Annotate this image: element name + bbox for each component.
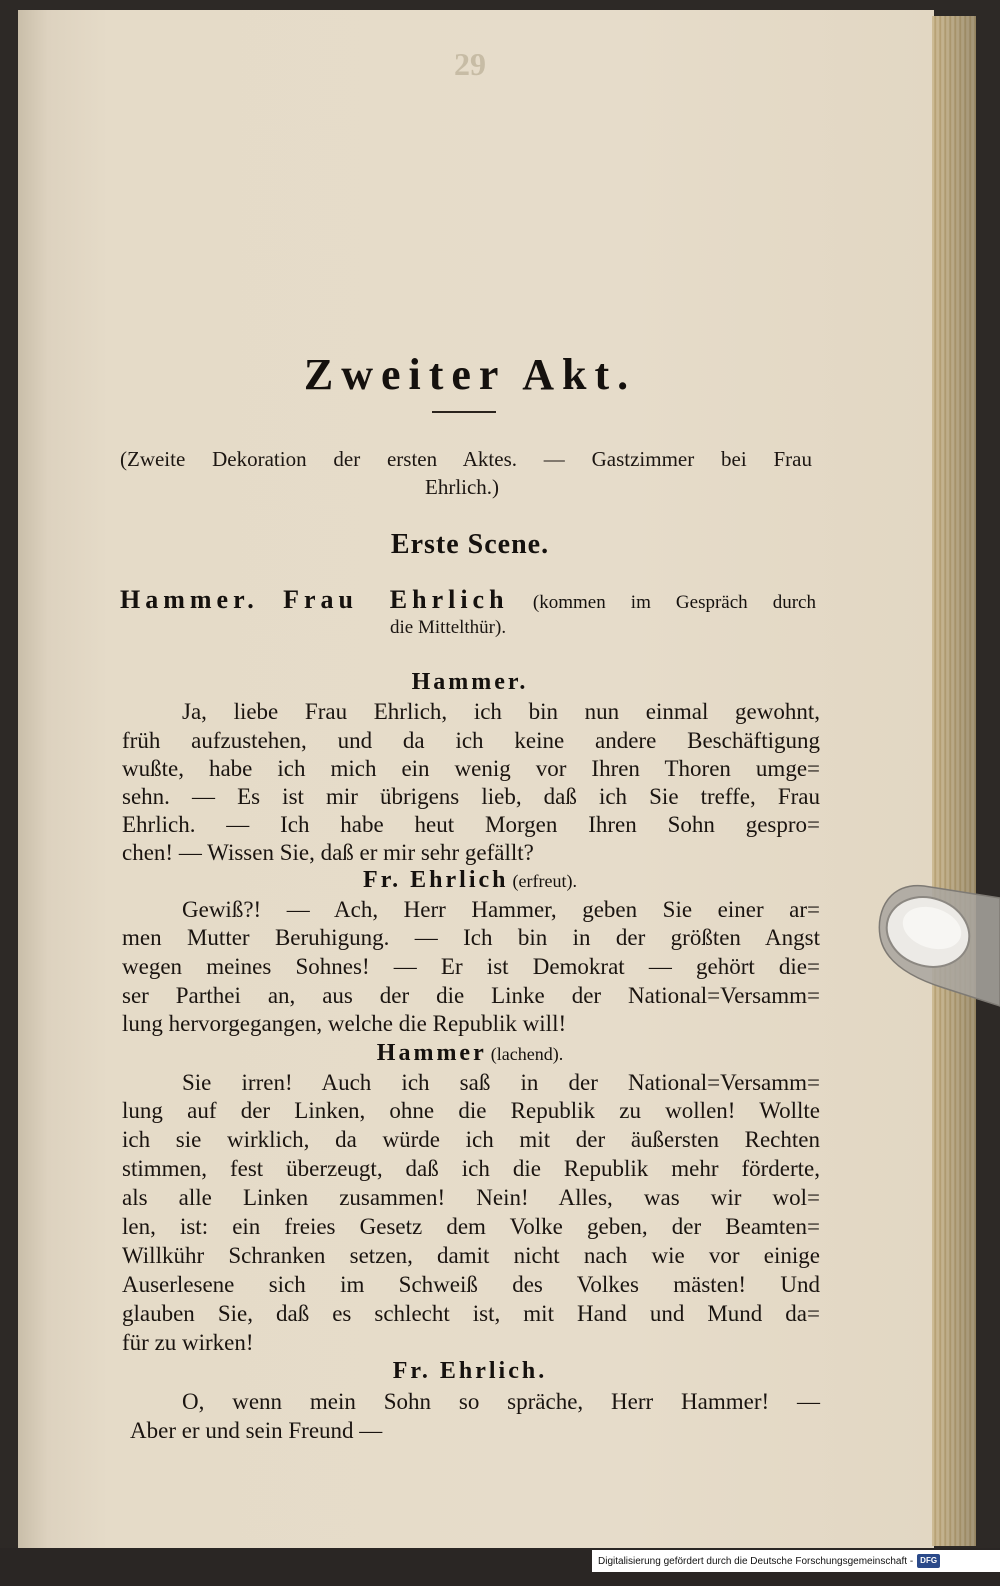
text-line: Aber er und sein Freund — <box>130 1418 383 1443</box>
character-name: Hammer. <box>120 585 259 614</box>
text-line: wegen meines Sohnes! — Er ist Demokrat — gehört die= <box>122 954 820 979</box>
text-line: Gewiß?! — Ach, Herr Hammer, geben Sie einer ar= <box>182 897 820 922</box>
digitization-credit <box>592 1550 1000 1572</box>
character-direction: die Mittelthür). <box>390 617 507 638</box>
stage-direction-line: Ehrlich.) <box>425 475 500 499</box>
character-direction: (kommen im Gespräch durch <box>532 592 816 613</box>
speaker-heading <box>120 668 820 696</box>
title-divider <box>432 411 496 413</box>
page-clip <box>872 880 1000 1010</box>
text-line: lung hervorgegangen, welche die Republik will! <box>122 1011 567 1036</box>
scene-title: Erste Scene. <box>390 529 550 560</box>
speaker-name: Fr. Ehrlich. <box>392 1358 548 1384</box>
text-line: men Mutter Beruhigung. — Ich bin in der größten Angst <box>122 925 820 950</box>
page-number: 29 <box>454 46 486 82</box>
text-line: O, wenn mein Sohn so spräche, Herr Hammer! — <box>182 1389 820 1414</box>
credit-text: Digitalisierung gefördert durch die Deutsche Forschungsgemeinschaft - <box>598 1555 914 1567</box>
text-line: ser Parthei an, aus der die Linke der National=Versamm= <box>122 983 820 1008</box>
text-line: Willkühr Schranken setzen, damit nicht nach wie vor einige <box>122 1243 820 1268</box>
text-line: sehn. — Es ist mir übrigens lieb, daß ich Sie treffe, Frau <box>122 784 820 809</box>
scene-characters <box>120 584 816 616</box>
character-name: Frau Ehrlich <box>283 585 509 614</box>
page-edges <box>932 16 976 1546</box>
text-line: chen! — Wissen Sie, daß er mir sehr gefällt? <box>122 840 534 865</box>
speaker-name: Fr. Ehrlich <box>363 867 509 893</box>
speaker-direction: (lachend). <box>490 1044 564 1064</box>
stage-direction-line: (Zweite Dekoration der ersten Aktes. — Gastzimmer bei Frau <box>120 447 812 471</box>
text-line: als alle Linken zusammen! Nein! Alles, was wir wol= <box>122 1185 820 1210</box>
speaker-heading <box>120 866 820 894</box>
text-line: Ja, liebe Frau Ehrlich, ich bin nun einmal gewohnt, <box>182 699 820 724</box>
text-line: len, ist: ein freies Gesetz dem Volke geben, der Beamten= <box>122 1214 820 1239</box>
text-line: lung auf der Linken, ohne die Republik zu wollen! Wollte <box>122 1098 820 1123</box>
speaker-heading <box>120 1357 820 1385</box>
text-line: Auserlesene sich im Schweiß des Volkes mästen! Und <box>122 1272 820 1297</box>
dfg-logo-icon: DFG <box>917 1554 940 1568</box>
text-line: stimmen, fest überzeugt, daß ich die Republik mehr förderte, <box>122 1156 820 1181</box>
speaker-direction: (erfreut). <box>512 871 577 891</box>
text-line: Sie irren! Auch ich saß in der National=Versamm= <box>182 1070 820 1095</box>
text-line: Ehrlich. — Ich habe heut Morgen Ihren Sohn gespro= <box>122 812 820 837</box>
text-line: wußte, habe ich mich ein wenig vor Ihren Thoren umge= <box>122 756 820 781</box>
speaker-heading <box>120 1039 820 1067</box>
act-title: Zweiter Akt. <box>303 350 637 399</box>
speaker-name: Hammer <box>376 1040 487 1066</box>
text-line: für zu wirken! <box>122 1330 254 1355</box>
text-line: ich sie wirklich, da würde ich mit der äußersten Rechten <box>122 1127 820 1152</box>
text-line: früh aufzustehen, und da ich keine andere Beschäftigung <box>122 728 820 753</box>
speaker-name: Hammer. <box>411 669 529 695</box>
text-line: glauben Sie, daß es schlecht ist, mit Hand und Mund da= <box>122 1301 820 1326</box>
